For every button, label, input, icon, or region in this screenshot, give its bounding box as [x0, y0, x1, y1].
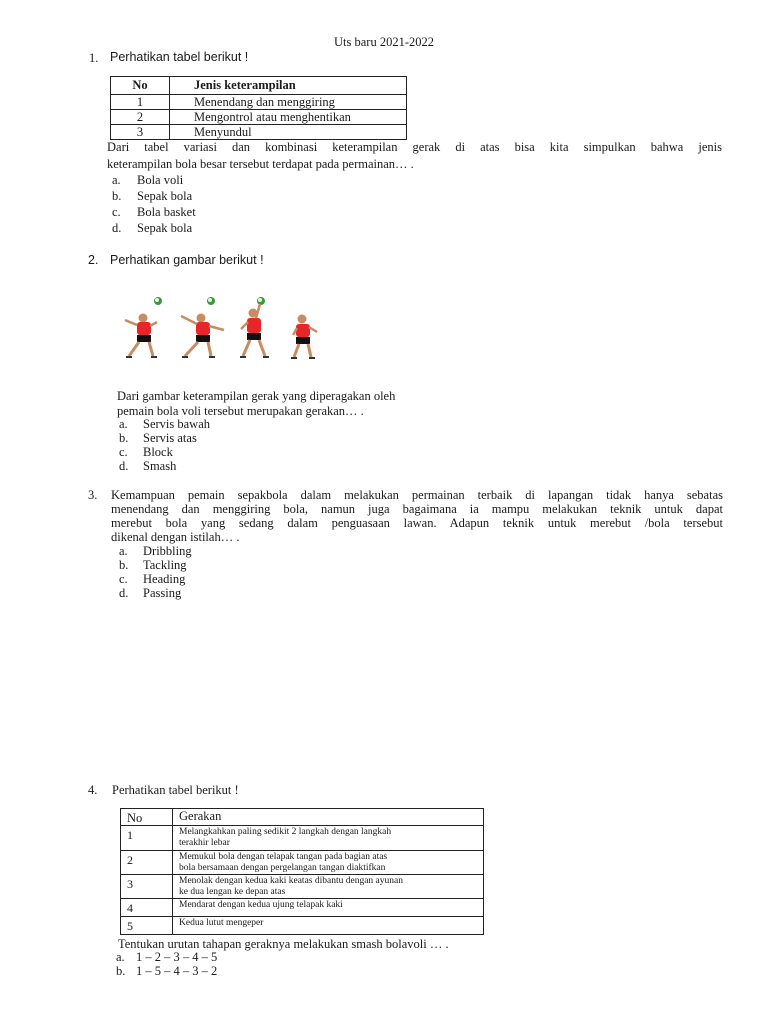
q3-line-2: menendang dan menggiring bola, namun juga bagaimana ia mampu melakukan teknik untuk dapat — [111, 502, 723, 516]
q1-prompt: Perhatikan tabel berikut ! — [110, 50, 249, 64]
q1-table-header — [111, 77, 407, 95]
table-cell-no: 3 — [121, 875, 173, 899]
option-text: Sepak bola — [137, 221, 193, 235]
option-letter: c. — [119, 445, 128, 459]
option-c — [119, 572, 192, 586]
option-b — [119, 558, 192, 572]
option-b — [119, 431, 210, 445]
option-text: Block — [143, 445, 173, 459]
table-row — [121, 826, 484, 851]
page-title: Uts baru 2021-2022 — [334, 35, 434, 49]
q4-table-header-no: No — [121, 809, 173, 826]
option-text: Bola basket — [137, 205, 196, 219]
table-row — [111, 125, 407, 140]
option-letter: c. — [119, 572, 128, 586]
option-text: Tackling — [143, 558, 187, 572]
option-letter: a. — [119, 417, 128, 431]
option-letter: d. — [119, 586, 129, 600]
option-letter: b. — [119, 558, 129, 572]
option-text: Servis atas — [143, 431, 197, 445]
option-d — [112, 220, 196, 236]
q2-prompt: Perhatikan gambar berikut ! — [110, 253, 264, 267]
option-a — [119, 544, 192, 558]
volleyball-figure-image — [110, 282, 328, 372]
movement-line: Kedua lutut mengeper — [179, 918, 264, 928]
option-b — [116, 964, 217, 978]
table-cell-movement — [173, 826, 484, 851]
q1-table — [110, 76, 407, 140]
option-letter: b. — [116, 964, 126, 978]
q3-line-1: Kemampuan pemain sepakbola dalam melakukan permainan terbaik di lapangan tidak hanya sebatas — [111, 488, 723, 502]
movement-line: Menolak dengan kedua kaki keatas dibantu dengan ayunan — [179, 876, 403, 886]
movement-line: terakhir lebar — [179, 838, 230, 848]
option-d — [119, 586, 192, 600]
q2-options — [119, 417, 210, 473]
option-letter: a. — [119, 544, 128, 558]
table-cell-no: 2 — [111, 110, 170, 125]
table-cell-skill: Menyundul — [170, 125, 407, 140]
option-letter: a. — [112, 173, 121, 187]
movement-line: Memukul bola dengan telapak tangan pada bagian atas — [179, 852, 388, 862]
q2-number: 2. — [88, 253, 99, 267]
table-cell-no: 5 — [121, 917, 173, 935]
option-text: Smash — [143, 459, 177, 473]
option-text: 1 – 2 – 3 – 4 – 5 — [136, 950, 218, 964]
q4-table-header-movement: Gerakan — [173, 809, 484, 826]
q1-options — [112, 172, 196, 236]
option-a — [112, 172, 196, 188]
q2-question-line-1: Dari gambar keterampilan gerak yang diperagakan oleh — [117, 389, 396, 403]
table-cell-no: 1 — [111, 95, 170, 110]
table-cell-movement — [173, 851, 484, 875]
movement-line: ke dua lengan ke depan atas — [179, 887, 286, 897]
q1-table-header-skill: Jenis keterampilan — [170, 77, 407, 95]
option-text: Dribbling — [143, 544, 192, 558]
option-letter: a. — [116, 950, 125, 964]
option-a — [116, 950, 217, 964]
table-cell-skill: Menendang dan menggiring — [170, 95, 407, 110]
option-letter: b. — [112, 189, 122, 203]
option-a — [119, 417, 210, 431]
option-d — [119, 459, 210, 473]
q3-line-3: merebut bola yang sedang dalam penguasaan lawan. Adapun teknik untuk merebut /bola tersebut — [111, 516, 723, 530]
q2-question-line-2: pemain bola voli tersebut merupakan gerakan… . — [117, 404, 364, 418]
option-b — [112, 188, 196, 204]
option-text: 1 – 5 – 4 – 3 – 2 — [136, 964, 218, 978]
option-letter: b. — [119, 431, 129, 445]
q4-table — [120, 808, 484, 935]
option-text: Passing — [143, 586, 182, 600]
table-row — [121, 875, 484, 899]
option-letter: d. — [112, 221, 122, 235]
table-cell-movement — [173, 917, 484, 935]
volleyball-ball-icon — [207, 297, 215, 305]
table-row — [121, 851, 484, 875]
table-cell-movement — [173, 899, 484, 917]
option-text: Heading — [143, 572, 186, 586]
q4-question: Tentukan urutan tahapan geraknya melakukan smash bolavoli … . — [118, 937, 449, 951]
table-cell-no: 3 — [111, 125, 170, 140]
table-cell-no: 1 — [121, 826, 173, 851]
table-row — [111, 110, 407, 125]
q1-number: 1. — [89, 51, 99, 65]
q4-options — [116, 950, 217, 978]
q4-number: 4. — [88, 783, 98, 797]
table-cell-no: 4 — [121, 899, 173, 917]
table-cell-skill: Mengontrol atau menghentikan — [170, 110, 407, 125]
movement-line: Mendarat dengan kedua ujung telapak kaki — [179, 900, 343, 910]
q1-question-line-1: Dari tabel variasi dan kombinasi keterampilan gerak di atas bisa kita simpulkan bahwa jenis — [107, 140, 722, 154]
option-letter: d. — [119, 459, 129, 473]
q1-table-header-no: No — [111, 77, 170, 95]
q4-prompt: Perhatikan tabel berikut ! — [112, 783, 239, 797]
option-c — [112, 204, 196, 220]
volleyball-ball-icon — [154, 297, 162, 305]
option-text: Servis bawah — [143, 417, 210, 431]
table-cell-no: 2 — [121, 851, 173, 875]
table-row — [111, 95, 407, 110]
table-row — [121, 899, 484, 917]
q3-number: 3. — [88, 488, 98, 502]
option-text: Bola voli — [137, 173, 184, 187]
q3-line-4: dikenal dengan istilah… . — [111, 530, 240, 544]
table-row — [121, 917, 484, 935]
q3-options — [119, 544, 192, 600]
option-letter: c. — [112, 205, 121, 219]
table-cell-movement — [173, 875, 484, 899]
movement-line: bola bersamaan dengan pergelangan tangan diaktifkan — [179, 863, 386, 873]
q1-question-line-2: keterampilan bola besar tersebut terdapat pada permainan… . — [107, 157, 414, 171]
option-c — [119, 445, 210, 459]
volleyball-ball-icon — [257, 297, 265, 305]
movement-line: Melangkahkan paling sedikit 2 langkah dengan langkah — [179, 827, 392, 837]
option-text: Sepak bola — [137, 189, 193, 203]
q4-table-header — [121, 809, 484, 826]
